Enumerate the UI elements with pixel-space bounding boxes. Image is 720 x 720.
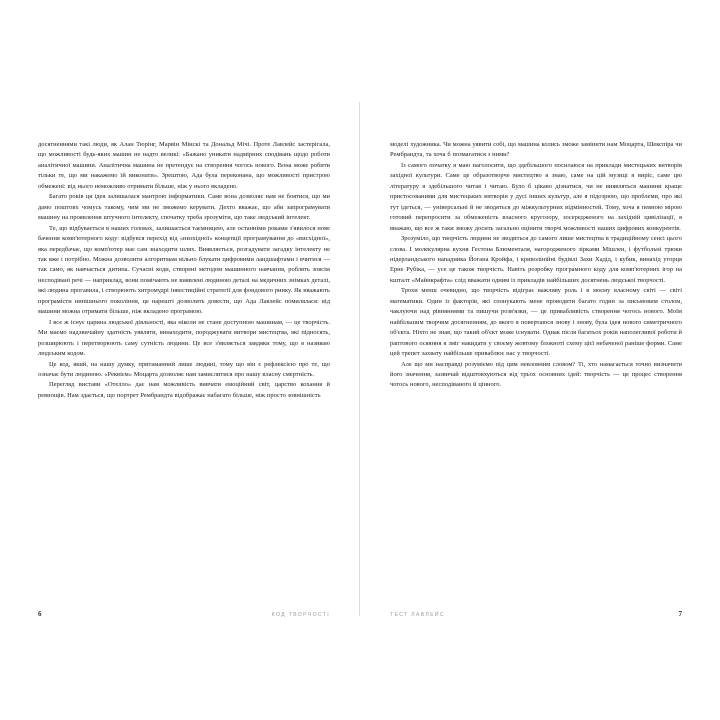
paragraph: моделі художника. Чи можна уявити собі, що машина колись зможе замінити нам Моцарта, Шекспіра чи Рембрандта, та хоча б позмагатися з ними? [390, 141, 682, 159]
right-page-footer [360, 580, 720, 720]
paragraph: Зрозуміло, що творчість людини не зводиться до самого лише мистецтва в традиційному сенсі цього слова. І молекулярна кухня Гестона Блюменталя, нагородженого зірками Мішлен, і футбольні трюки нідерландського нападника Йогана Кройфа, і криволінійні будівлі Захи Хадід, і кубик, винахід угорця Ерне Рубіка, — усе це також творчість. Навіть розробку програмного коду для комп'ютерних ігор на кшталт «Майнкрафта» слід вважати одним із прикладів найбільших досягнень людської творчості. [390, 235, 682, 284]
page-number-right: 7 [678, 610, 682, 618]
paragraph: Перегляд вистави «Отелло» дає нам можливість вивчати емоційний світ, царство кохання й ревнощів. Нам здається, що портрет Рембрандта відображає набагато більше, ніж просто зовнішність [38, 381, 330, 399]
left-page-footer [0, 580, 360, 720]
paragraph: Але що ми насправді розуміємо під цим невловним словом? Ті, хто намагається точно визначити його значення, зазвичай відштовхуються від трьох основних ідей: творчість — це процес створення чогось нового, несподіваного й цінного. [390, 360, 682, 389]
gutter-divider [359, 102, 360, 616]
paragraph: Із самого початку я маю наголосити, що здебільшого посилаюся на приклади мистецьких витворів західної культури. Саме це образотворче мистецтво я знаю, саме на цій музиці я виріс, саме цю літературу я здебільшого читав і читаю. Було б цікаво дізнатися, чи не виявляться машини краще пристосованими для мистецьких витворів у дусі інших культур, але я підозрюю, що проблеми, про які тут ідеться, — універсальні й не зводяться до міжкультурних відмінностей. Тому, хоча я певною мірою готовий перепросити за обмеженість власного кругозору, зосередженого на західній цивілізації, я вважаю, що все ж таки зможу досить загально оцінити творчі можливості наших цифрових конкурентів. [390, 161, 682, 232]
running-head-left: КОД ТВОРЧОСТІ [271, 612, 330, 618]
paragraph: Трохи менш очевидно, що творчість відіграє важливу роль і в моєму власному світі — світі математики. Один із факторів, які спонукають мене проводити багато годин за письмовим столом, чаклуючи над рівняннями та пишучи розв'язки, — це привабливість створення чогось нового. Моїм найбільшим творчим досягненням, до якого я повертаюся знову і знову, була ідея нового симетричного об'єкта. Ніхто не знав, що такий об'єкт може існувати. Однак після багатьох років наполегливої роботи й раптового осяяння я зміг накидати у своєму жовтому блокноті схему цієї небаченої раніше форми. Саме цей трепет захвату найбільше приваблює нас у творчості. [390, 287, 682, 358]
running-head-right: ТЕСТ ЛАВЛЕЙС [390, 612, 445, 618]
paragraph: досягненнями такі люди, як Алан Тюрінг, Марвін Мінскі та Дональд Мічі. Проте Лавлейс застерігала, що можливості будь-яких машин не надто великі: «Бажано уникати надмірних сподівань щодо роботи аналітичної машини. Аналітична машина не претендує на створення чогось нового. Вона може робити тільки те, що ми накажемо їй виконати». Зрештою, Ада була переконана, що можливості пристрою обмежені: від нього неможливо отримати більше, ніж у нього вкладено. [38, 141, 330, 190]
paragraph: Те, що відбувається в наших головах, залишається таємницею, але останніми роками з'явилося нове бачення комп'ютерного коду: відбувся перехід від «низхідної» концепції програмування до «висхідної», яка передбачає, що комп'ютер має сам знаходити шлях. Виявляється, розгадувати загадку інтелекту не так вже і потрібно. Можна дозволити алгоритмам вільно блукати цифровими ландшафтами і вчитися — так само, як навчається дитина. Сучасні коди, створені методом машинного навчання, роблять зовсім несподівані речі — наприклад, вони помічають не виявлені людиною деталі на медичних знімках деталі, які людина прогавила, і створюють хитромудрі інвестиційні стратегії для фондового ринку. Як вважають програмісти нинішнього покоління, це нарешті дозволить довести, що Ада Лавлейс помилялася: від машини можна отримати більше, ніж вкладено програмою. [38, 224, 330, 316]
right-page [360, 0, 720, 720]
left-page-textblock [38, 140, 330, 401]
right-page-textblock [390, 140, 682, 391]
paragraph: Багато років ця ідея залишалася мантрою інформатики. Саме вона дозволяє нам не боятися, що ми дамо поштовх чомусь такому, чим ми не зможемо керувати. Дехто вважає, що аби запрограмувати машину на проявлення штучного інтелекту, спочатку треба зрозуміти, що таке людський інтелект. [38, 193, 330, 222]
paragraph: Це код, який, на нашу думку, притаманний лише людині, тому що він є рефлексією про те, що означає бути людиною. «Реквієм» Моцарта дозволяє нам замислитися про нашу власну смертність. [38, 360, 330, 378]
paragraph: І все ж існує царина людської діяльності, яка ніколи не стане доступною машинам, — це творчість. Ми маємо надзвичайну здатність уявляти, винаходити, породжувати витвори мистецтва, які підносять, розширюють і перетворюють саму сутність людини. Це все з'являється завдяки тому, що я називаю людським кодом. [38, 318, 330, 358]
page-number-left: 6 [38, 610, 42, 618]
